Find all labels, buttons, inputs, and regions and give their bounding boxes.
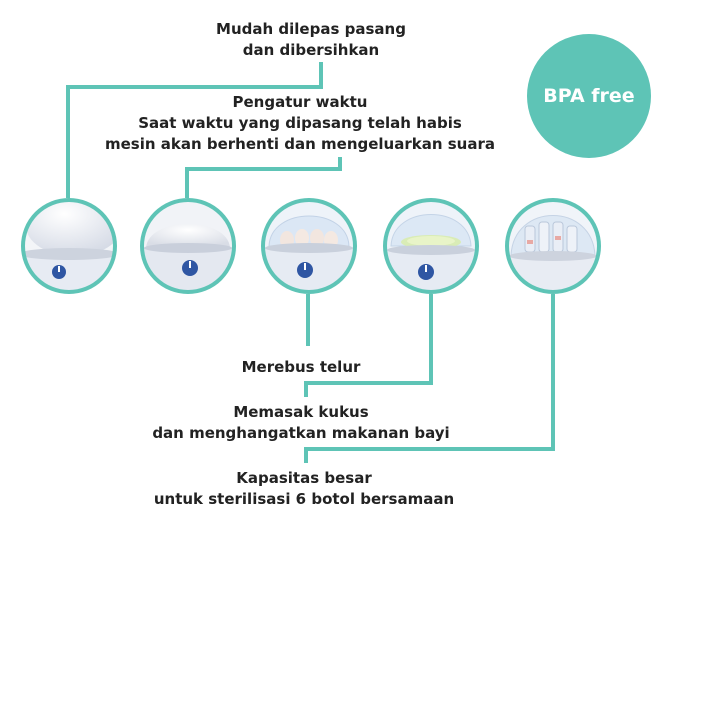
- bpa-free-badge: [527, 34, 651, 158]
- label-eggs-line-1: Merebus telur: [241, 358, 361, 376]
- label-steam: [131, 402, 471, 444]
- label-capacity-line-2: untuk sterilisasi 6 botol bersamaan: [153, 490, 455, 508]
- label-detachable-line-1: Mudah dilepas pasang: [216, 20, 406, 38]
- feature-egg-boiler: [259, 196, 359, 296]
- connector-steam: [306, 294, 431, 397]
- bpa-free-text: BPA free: [543, 85, 635, 107]
- feature-bottle-sterilizer: [503, 196, 603, 296]
- label-timer-line-3: mesin akan berhenti dan mengeluarkan suara: [104, 135, 495, 153]
- label-steam-line-1: Memasak kukus: [233, 403, 369, 421]
- label-capacity-line-1: Kapasitas besar: [236, 469, 372, 487]
- label-eggs: [181, 357, 421, 378]
- label-detachable: [161, 19, 461, 61]
- connector-timer: [187, 157, 340, 198]
- feature-steam-tray: [381, 196, 481, 296]
- label-capacity: [124, 468, 484, 510]
- label-steam-line-2: dan menghangatkan makanan bayi: [152, 424, 450, 442]
- label-timer: [80, 92, 520, 155]
- label-detachable-line-2: dan dibersihkan: [242, 41, 380, 59]
- label-timer-line-2: Saat waktu yang dipasang telah habis: [138, 114, 462, 132]
- feature-detachable-lid: [19, 196, 119, 296]
- feature-timer-dial: [138, 196, 238, 296]
- label-timer-line-1: Pengatur waktu: [232, 93, 368, 111]
